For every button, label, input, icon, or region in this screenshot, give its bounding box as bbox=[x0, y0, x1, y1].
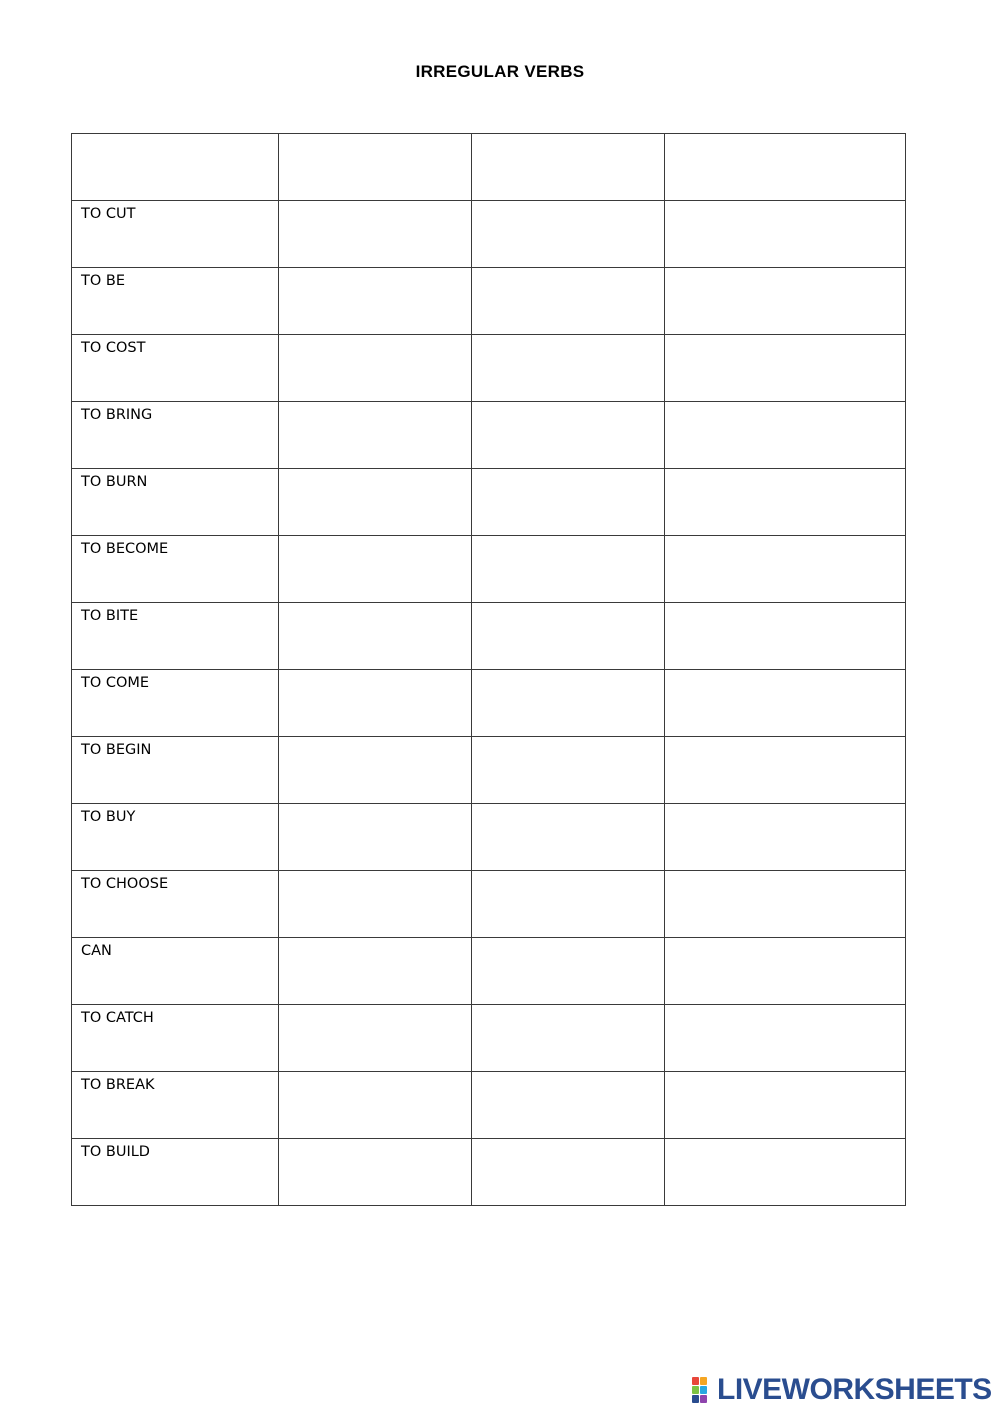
answer-input-area[interactable] bbox=[665, 804, 905, 870]
verb-cell bbox=[72, 737, 279, 804]
verb-label: TO CUT bbox=[81, 206, 136, 222]
answer-input-area[interactable] bbox=[472, 268, 664, 334]
verb-label: TO BEGIN bbox=[81, 742, 152, 758]
answer-cell[interactable] bbox=[665, 1139, 906, 1206]
answer-cell[interactable] bbox=[279, 804, 472, 871]
answer-input-area[interactable] bbox=[279, 268, 471, 334]
verb-cell bbox=[72, 1005, 279, 1072]
verb-cell bbox=[72, 201, 279, 268]
answer-input-area[interactable] bbox=[472, 670, 664, 736]
answer-input-area[interactable] bbox=[472, 603, 664, 669]
table-row bbox=[72, 1139, 906, 1206]
answer-cell[interactable] bbox=[472, 737, 665, 804]
table-row bbox=[72, 670, 906, 737]
table-row bbox=[72, 1072, 906, 1139]
verb-label: TO BRING bbox=[81, 407, 153, 423]
answer-cell[interactable] bbox=[472, 1139, 665, 1206]
answer-cell[interactable] bbox=[472, 1005, 665, 1072]
verb-label: TO BURN bbox=[81, 474, 148, 490]
verb-cell bbox=[72, 871, 279, 938]
header-cell bbox=[279, 134, 472, 201]
answer-cell[interactable] bbox=[665, 804, 906, 871]
verb-label: TO COME bbox=[81, 675, 150, 691]
answer-input-area[interactable] bbox=[279, 737, 471, 803]
verb-cell bbox=[72, 670, 279, 737]
table-row bbox=[72, 871, 906, 938]
verb-label: TO BE bbox=[81, 273, 125, 289]
answer-cell[interactable] bbox=[472, 603, 665, 670]
answer-cell[interactable] bbox=[472, 871, 665, 938]
header-label bbox=[279, 134, 471, 138]
answer-input-area[interactable] bbox=[472, 402, 664, 468]
answer-input-area[interactable] bbox=[279, 1072, 471, 1138]
answer-input-area[interactable] bbox=[665, 1005, 905, 1071]
answer-input-area[interactable] bbox=[472, 871, 664, 937]
answer-input-area[interactable] bbox=[279, 335, 471, 401]
answer-input-area[interactable] bbox=[472, 1139, 664, 1205]
answer-cell[interactable] bbox=[279, 938, 472, 1005]
verb-cell bbox=[72, 938, 279, 1005]
verb-cell bbox=[72, 1139, 279, 1206]
answer-cell[interactable] bbox=[472, 469, 665, 536]
header-cell bbox=[665, 134, 906, 201]
table-row bbox=[72, 804, 906, 871]
verb-cell bbox=[72, 804, 279, 871]
answer-input-area[interactable] bbox=[472, 737, 664, 803]
answer-cell[interactable] bbox=[665, 603, 906, 670]
answer-cell[interactable] bbox=[472, 1072, 665, 1139]
table-row bbox=[72, 737, 906, 804]
header-label bbox=[665, 134, 905, 138]
answer-input-area[interactable] bbox=[665, 603, 905, 669]
answer-cell[interactable] bbox=[665, 201, 906, 268]
answer-cell[interactable] bbox=[665, 335, 906, 402]
answer-cell[interactable] bbox=[472, 938, 665, 1005]
table-row bbox=[72, 938, 906, 1005]
answer-input-area[interactable] bbox=[472, 536, 664, 602]
verb-label: TO BITE bbox=[81, 608, 139, 624]
answer-input-area[interactable] bbox=[665, 938, 905, 1004]
brand-text: LIVEWORKSHEETS bbox=[717, 1373, 992, 1406]
verb-label: CAN bbox=[81, 943, 112, 959]
verb-label: TO COST bbox=[81, 340, 146, 356]
answer-input-area[interactable] bbox=[472, 804, 664, 870]
answer-cell[interactable] bbox=[279, 1005, 472, 1072]
answer-cell[interactable] bbox=[279, 1072, 472, 1139]
answer-cell[interactable] bbox=[472, 201, 665, 268]
header-label bbox=[472, 134, 664, 138]
answer-cell[interactable] bbox=[665, 1072, 906, 1139]
answer-input-area[interactable] bbox=[279, 201, 471, 267]
verb-label: TO BUILD bbox=[81, 1144, 150, 1160]
answer-cell[interactable] bbox=[472, 268, 665, 335]
answer-input-area[interactable] bbox=[279, 1005, 471, 1071]
answer-cell[interactable] bbox=[665, 938, 906, 1005]
table-row bbox=[72, 469, 906, 536]
answer-cell[interactable] bbox=[665, 402, 906, 469]
header-cell bbox=[72, 134, 279, 201]
answer-input-area[interactable] bbox=[665, 201, 905, 267]
header-label bbox=[72, 134, 278, 138]
answer-input-area[interactable] bbox=[279, 804, 471, 870]
verb-cell bbox=[72, 469, 279, 536]
answer-cell[interactable] bbox=[279, 670, 472, 737]
answer-input-area[interactable] bbox=[665, 268, 905, 334]
verb-label: TO BUY bbox=[81, 809, 136, 825]
verb-cell bbox=[72, 402, 279, 469]
answer-cell[interactable] bbox=[665, 737, 906, 804]
answer-input-area[interactable] bbox=[472, 1005, 664, 1071]
answer-input-area[interactable] bbox=[665, 469, 905, 535]
answer-input-area[interactable] bbox=[665, 737, 905, 803]
answer-input-area[interactable] bbox=[472, 335, 664, 401]
logo-square bbox=[692, 1377, 699, 1385]
answer-input-area[interactable] bbox=[665, 1139, 905, 1205]
table-row bbox=[72, 201, 906, 268]
table-header-row bbox=[72, 134, 906, 201]
verb-label: TO CHOOSE bbox=[81, 876, 169, 892]
answer-input-area[interactable] bbox=[472, 201, 664, 267]
answer-input-area[interactable] bbox=[472, 1072, 664, 1138]
answer-input-area[interactable] bbox=[279, 1139, 471, 1205]
answer-input-area[interactable] bbox=[279, 871, 471, 937]
liveworksheets-brand bbox=[692, 1374, 992, 1406]
verb-cell bbox=[72, 268, 279, 335]
table-row bbox=[72, 603, 906, 670]
answer-cell[interactable] bbox=[472, 402, 665, 469]
answer-cell[interactable] bbox=[665, 268, 906, 335]
answer-cell[interactable] bbox=[279, 603, 472, 670]
answer-cell[interactable] bbox=[279, 402, 472, 469]
answer-cell[interactable] bbox=[279, 1139, 472, 1206]
logo-square bbox=[700, 1377, 707, 1385]
answer-input-area[interactable] bbox=[665, 402, 905, 468]
answer-cell[interactable] bbox=[279, 201, 472, 268]
liveworksheets-logo-icon bbox=[692, 1377, 714, 1403]
answer-input-area[interactable] bbox=[279, 469, 471, 535]
answer-cell[interactable] bbox=[665, 871, 906, 938]
answer-cell[interactable] bbox=[279, 469, 472, 536]
logo-square bbox=[700, 1395, 707, 1403]
answer-input-area[interactable] bbox=[279, 603, 471, 669]
table-body bbox=[72, 134, 906, 1206]
verb-label: TO BECOME bbox=[81, 541, 169, 557]
verb-label: TO BREAK bbox=[81, 1077, 155, 1093]
table-row bbox=[72, 335, 906, 402]
logo-square bbox=[700, 1386, 707, 1394]
page-title: IRREGULAR VERBS bbox=[415, 62, 585, 81]
answer-cell[interactable] bbox=[665, 670, 906, 737]
answer-cell[interactable] bbox=[279, 536, 472, 603]
verb-cell bbox=[72, 536, 279, 603]
header-cell bbox=[472, 134, 665, 201]
answer-cell[interactable] bbox=[279, 871, 472, 938]
table-row bbox=[72, 1005, 906, 1072]
answer-cell[interactable] bbox=[472, 670, 665, 737]
answer-input-area[interactable] bbox=[665, 536, 905, 602]
answer-cell[interactable] bbox=[279, 335, 472, 402]
answer-cell[interactable] bbox=[472, 335, 665, 402]
answer-input-area[interactable] bbox=[279, 670, 471, 736]
logo-square bbox=[692, 1395, 699, 1403]
answer-input-area[interactable] bbox=[472, 938, 664, 1004]
answer-input-area[interactable] bbox=[279, 938, 471, 1004]
answer-cell[interactable] bbox=[279, 737, 472, 804]
logo-square bbox=[692, 1386, 699, 1394]
answer-cell[interactable] bbox=[279, 268, 472, 335]
verb-cell bbox=[72, 335, 279, 402]
answer-cell[interactable] bbox=[665, 536, 906, 603]
verb-cell bbox=[72, 1072, 279, 1139]
irregular-verbs-table bbox=[71, 133, 906, 1206]
answer-input-area[interactable] bbox=[665, 335, 905, 401]
verb-cell bbox=[72, 603, 279, 670]
answer-input-area[interactable] bbox=[472, 469, 664, 535]
answer-input-area[interactable] bbox=[279, 402, 471, 468]
table-row bbox=[72, 536, 906, 603]
verb-label: TO CATCH bbox=[81, 1010, 154, 1026]
answer-input-area[interactable] bbox=[665, 1072, 905, 1138]
answer-cell[interactable] bbox=[665, 1005, 906, 1072]
answer-input-area[interactable] bbox=[279, 536, 471, 602]
table-row bbox=[72, 268, 906, 335]
answer-input-area[interactable] bbox=[665, 670, 905, 736]
answer-input-area[interactable] bbox=[665, 871, 905, 937]
answer-cell[interactable] bbox=[665, 469, 906, 536]
answer-cell[interactable] bbox=[472, 804, 665, 871]
answer-cell[interactable] bbox=[472, 536, 665, 603]
table-row bbox=[72, 402, 906, 469]
